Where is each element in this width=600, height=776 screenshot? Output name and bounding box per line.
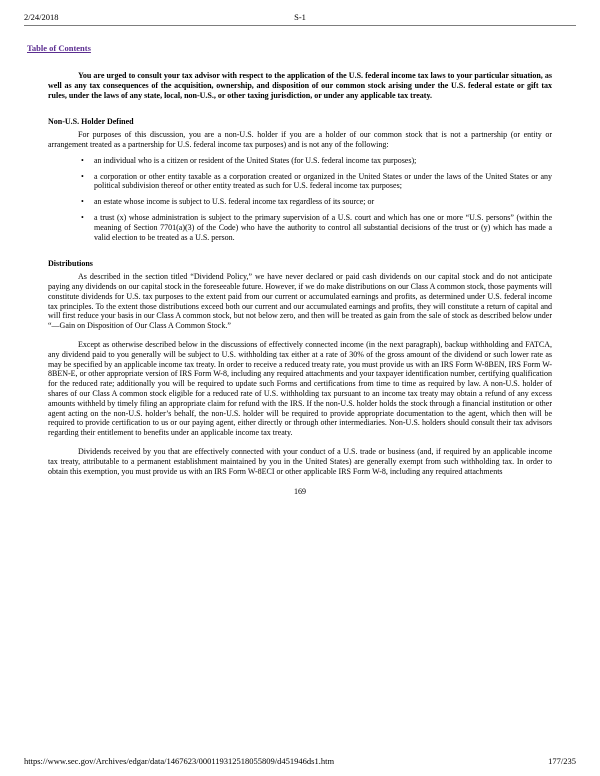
list-item-text: an individual who is a citizen or resident of the United States (for U.S. federal income tax purposes); — [94, 155, 417, 165]
list-item-text: an estate whose income is subject to U.S. federal income tax regardless of its source; or — [94, 197, 375, 207]
tax-advisor-notice: You are urged to consult your tax advisor with respect to the application of the U.S. federal income tax laws to your particular situation, as well as any tax consequences of the acquisition, ownership, and disposition of our common stock arising under the U.S. federal estate or gift tax rules, under the laws of any state, local, non-U.S., or other taxing jurisdiction, or under any applicable tax treaty. — [48, 71, 552, 100]
doc-type-label: S-1 — [294, 12, 306, 22]
list-item — [48, 172, 552, 192]
distributions-paragraph-1: As described in the section titled “Dividend Policy,” we have never declared or paid cash dividends on our capital stock and do not anticipate paying any dividends on our capital stock in the foreseeable future. However, if we do make distributions on our Class A common stock, those payments will constitute dividends for U.S. tax purposes to the extent paid from our current or accumulated earnings and profits, as determined under U.S. federal income tax principles. To the extent those distributions exceed both our current and our accumulated earnings and profits, they will constitute a return of capital and will first reduce your basis in our Class A common stock, but not below zero, and then will be treated as gain from the sale of stock as described below under “—Gain on Disposition of Our Class A Common Stock.” — [48, 272, 552, 331]
print-header-spacer — [392, 12, 576, 22]
section-heading-non-us-holder-defined: Non-U.S. Holder Defined — [48, 117, 134, 127]
list-item — [48, 213, 552, 242]
footer-url: https://www.sec.gov/Archives/edgar/data/1467623/000119312518055809/d451946ds1.htm — [24, 756, 335, 766]
bullet-icon: • — [81, 212, 84, 222]
list-item — [48, 197, 552, 207]
document-page-number: 169 — [294, 487, 306, 497]
footer-page-indicator: 177/235 — [548, 756, 576, 766]
toc-row — [27, 38, 576, 56]
non-us-holder-intro-paragraph: For purposes of this discussion, you are a non-U.S. holder if you are a holder of our common stock that is not a partnership (or entity or arrangement treated as a partnership for U.S. federal income tax purposes) and is not any of the following: — [48, 130, 552, 149]
print-header — [24, 12, 576, 22]
list-item — [48, 156, 552, 166]
bullet-icon: • — [81, 155, 84, 165]
list-item-text: a trust (x) whose administration is subject to the primary supervision of a U.S. court and which has one or more “U.S. persons” (within the meaning of Section 7701(a)(3) of the Code) who have the authority to control all substantial decisions of the trust or (y) which has made a valid election to be treated as a U.S. person. — [94, 212, 552, 242]
toc-link[interactable]: Table of Contents — [27, 43, 91, 53]
section-heading-distributions: Distributions — [48, 259, 93, 269]
distributions-paragraph-3: Dividends received by you that are effectively connected with your conduct of a U.S. trade or business (and, if required by an applicable income tax treaty, attributable to a permanent establishment maintained by you in the United States) are generally exempt from such withholding tax. In order to obtain this exemption, you must provide us with an IRS Form W-8ECI or other applicable IRS Form W-8, including any required attachments — [48, 446, 552, 476]
print-date: 2/24/2018 — [24, 12, 59, 22]
holder-definition-list — [48, 156, 552, 243]
document-body — [48, 71, 552, 497]
header-divider — [24, 25, 576, 26]
print-footer — [24, 756, 576, 766]
distributions-paragraph-2: Except as otherwise described below in the discussions of effectively connected income (in the next paragraph), backup withholding and FATCA, any dividend paid to you generally will be subject to U.S. withholding tax either at a rate of 30% of the gross amount of the dividend or such lower rate as may be specified by an applicable income tax treaty. In order to receive a reduced treaty rate, you must provide us with an IRS Form W-8BEN, IRS Form W-8BEN-E, or other appropriate version of IRS Form W-8, including any required attachments and your taxpayer identification number, certifying qualification for the reduced rate; additionally you will be required to update such Forms and certifications from time to time as required by law. A non-U.S. holder of shares of our Class A common stock eligible for a reduced rate of U.S. withholding tax pursuant to an income tax treaty may obtain a refund of any excess amounts withheld by timely filing an appropriate claim for refund with the IRS. If the non-U.S. holder holds the stock through a financial institution or other agent acting on the non-U.S. holder’s behalf, the non-U.S. holder will be required to provide appropriate documentation to the agent, which then will be required to provide certification to us or our paying agent, either directly or through other intermediaries. Non-U.S. holders should consult their tax advisors regarding their entitlement to benefits under an applicable income tax treaty. — [48, 339, 552, 438]
bullet-icon: • — [81, 197, 84, 207]
bullet-icon: • — [81, 171, 84, 181]
list-item-text: a corporation or other entity taxable as a corporation created or organized in the United States or under the laws of the United States or any political subdivision thereof or other entity treated as such for U.S. federal income tax purposes; — [94, 171, 552, 191]
